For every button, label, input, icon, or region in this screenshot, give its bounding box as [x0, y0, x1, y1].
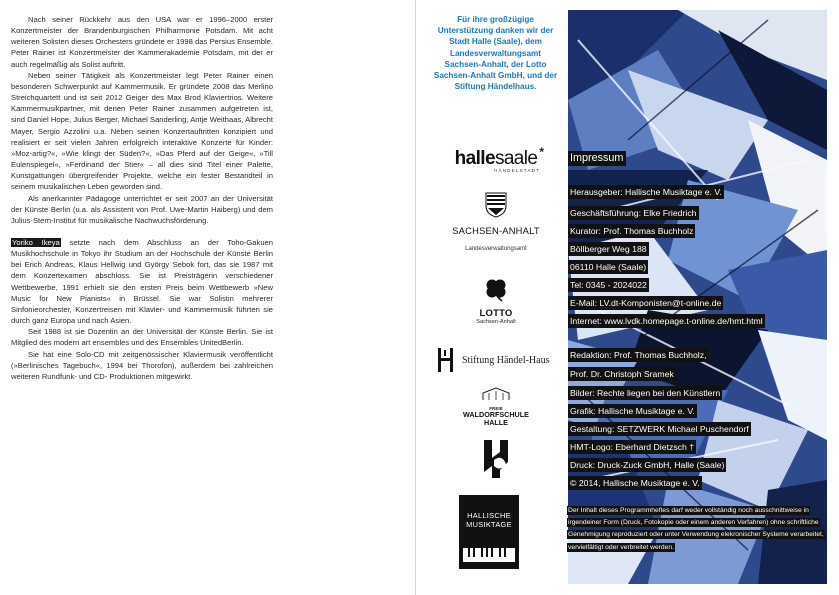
logo-title: SACHSEN-ANHALT	[452, 225, 540, 236]
logo-line: FREIE	[489, 406, 503, 411]
impressum-line: © 2014, Hallische Musiktage e. V.	[570, 478, 700, 488]
impressum-website-link[interactable]: Internet: www.lvdk.homepage.t-online.de/hmt.html	[570, 316, 763, 326]
logo-subtitle: Sachsen-Anhalt	[476, 319, 516, 325]
lotto-logo	[459, 278, 533, 325]
impressum-line: Geschäftsführung: Elke Friedrich	[570, 208, 697, 218]
disclaimer-text: Der Inhalt dieses Programmheftes darf weder vollständig noch ausschnittweise in irgendeiner Form (Druck, Fotokopie oder einem anderen Verfahren) ohne schriftliche Genehmigung reproduziert oder unter Verwendung elekronischer Systeme verarbeitet, vervielfältigt oder verbreitet werden.	[568, 507, 824, 551]
logo-title: Stiftung Händel-Haus	[462, 355, 550, 366]
logo-line: HALLISCHE	[467, 511, 511, 520]
impressum-line: Grafik: Hallische Musiktage e. V.	[570, 406, 695, 416]
stiftung-haendelhaus-logo	[436, 346, 554, 374]
hallische-musiktage-logo	[459, 495, 519, 569]
impressum-line: 06110 Halle (Saale)	[570, 262, 647, 272]
logo-word: saale	[494, 148, 538, 169]
bio-paragraph: Sie hat eine Solo-CD mit zeitgenössischer Klaviermusik veröffentlicht (»Berlinisches Tagebuch«, 1994 bei Thorofon), außerdem bei zahlreichen weiteren Rundfunk- und CD- Produktionen mitgewirkt.	[11, 349, 273, 381]
artist-name-highlight: Yoriko Ikeya	[12, 237, 60, 247]
hmt-logo	[478, 436, 514, 482]
logo-subtitle: Landesverwaltungsamt	[465, 246, 527, 252]
halle-saale-logo	[446, 145, 546, 173]
logo-word: halle	[454, 148, 495, 169]
impressum-email-link[interactable]: E-Mail: LV.dt-Komponisten@t-online.de	[570, 298, 722, 308]
impressum-line: Herausgeber: Hallische Musiktage e. V.	[570, 187, 722, 197]
coat-of-arms-icon	[485, 192, 507, 218]
bio-paragraph: Seit 1988 ist sie Dozentin an der Universität der Künste Berlin. Sie ist Mitglied des modern art ensembles und des Ensembles UnitedBerlin.	[11, 327, 273, 348]
logo-line: WALDORFSCHULE	[463, 410, 529, 419]
waldorfschule-logo	[462, 387, 530, 427]
impressum-line: HMT-Logo: Eberhard Dietzsch †	[570, 442, 695, 452]
bio-paragraph: Nach seiner Rückkehr aus den USA war er 1996–2000 erster Konzertmeister der Brandenburgischen Philharmonie Potsdam. Mit acht weiteren Solisten dieses Orchesters gründete er 1998 das Persius Ensemble. Peter Rainer ist Konzertmeister der Kammerakademie Potsdam, mit der er auch regelmäßig als Solist auftritt.	[11, 15, 273, 69]
bio-paragraph: Als anerkannter Pädagoge unterrichtet er seit 2007 an der Universität der Künste Berlin (u.a. als Assistent von Prof. Uwe-Martin Haiberg) und dem Julius-Stern-Institut für musikalische Nachwuchsförderung.	[11, 193, 273, 225]
bio-paragraph: Neben seiner Tätigkeit als Konzertmeister legt Peter Rainer einen besonderen Schwerpunkt auf Kammermusik. Er gründete 2008 das Merlino Streichquartett und ist seit 2012 Geiger des Max Brod Klaviertrios. Weitere Kammermusikpartner, mit denen Peter Rainer zusammen aufgetreten ist, sind Daniel Hope, Julius Berger, Michael Sanderling, Antje Weithaas, Albrecht Mayer, Sergio Azzolini u.a. Neben seinen Konzertauftritten konzipiert und realisiert er seit vielen Jahren erfolgreich interaktive Konzerte für Kinder: »Moz-artig?«, »Wie klingt der Süden?«, »Das Pferd auf der Geige«, »Till Eulenspiegel«, »Ferdinand der Stier« – all dies sind Titel einer Palette, Kunstgattungen übergreifender Projekte, welche ein fester Bestandteil in seinem musikalischen Leben geworden sind.	[11, 70, 273, 192]
impressum-line: Redaktion: Prof. Thomas Buchholz,	[570, 350, 707, 360]
impressum-line: Bilder: Rechte liegen bei den Künstlern	[570, 388, 721, 398]
logo-line: MUSIKTAGE	[466, 520, 512, 529]
building-icon	[481, 387, 511, 401]
clover-icon	[483, 278, 509, 302]
impressum-title: Impressum	[568, 151, 626, 166]
page-fold-divider	[415, 0, 416, 595]
logo-title: LOTTO	[479, 308, 513, 319]
impressum-line: Prof. Dr. Christoph Sramek	[570, 369, 674, 379]
impressum-line: Kurator: Prof. Thomas Buchholz	[570, 226, 694, 236]
sponsor-thanks: Für ihre großzügige Unterstützung danken wir der Stadt Halle (Saale), dem Landesverwaltungsamt Sachsen-Anhalt, der Lotto Sachsen-Anhalt GmbH, und der Stiftung Händelhaus.	[433, 15, 558, 92]
biography-column	[11, 14, 273, 382]
logo-subtitle: HÄNDELSTADT	[494, 168, 540, 173]
impressum-line: Gestaltung: SETZWERK Michael Puschendorf	[570, 424, 749, 434]
handel-monogram-icon	[436, 346, 458, 374]
star-icon: *	[539, 145, 544, 159]
logo-line: HALLE	[484, 418, 508, 427]
impressum-line: Tel: 0345 - 2024022	[570, 280, 647, 290]
bio-paragraph-ikeya	[11, 237, 273, 326]
copyright-disclaimer	[567, 505, 825, 554]
sachsen-anhalt-logo	[441, 192, 551, 252]
bio-text: setzte nach dem Abschluss an der Toho-Gakuen Musikhochschule in Tokyo ihr Studium an der Hochschule der Künste Berlin bei Erich Andreas, Klaus Hellwig und György Sebok fort, das sie 1987 mit dem Konzertexamen abschloss. Sie ist Preisträgerin verschiedener Wettbewerbe, 1991 erhielt sie den ersten Preis beim Wettbewerb »New Music for New Pianists« in Brüssel. Sie war Solistin mehrerer Sinfonieorchester, Konzertreisen mit Klavier- und Kammermusik führten sie durch ganz Europa und nach Asien.	[11, 237, 273, 326]
impressum-line: Druck: Druck-Zuck GmbH, Halle (Saale)	[570, 460, 725, 470]
hmt-emblem-icon	[478, 436, 514, 482]
piano-keys-icon	[459, 546, 519, 566]
impressum-line: Böllberger Weg 188	[570, 244, 647, 254]
